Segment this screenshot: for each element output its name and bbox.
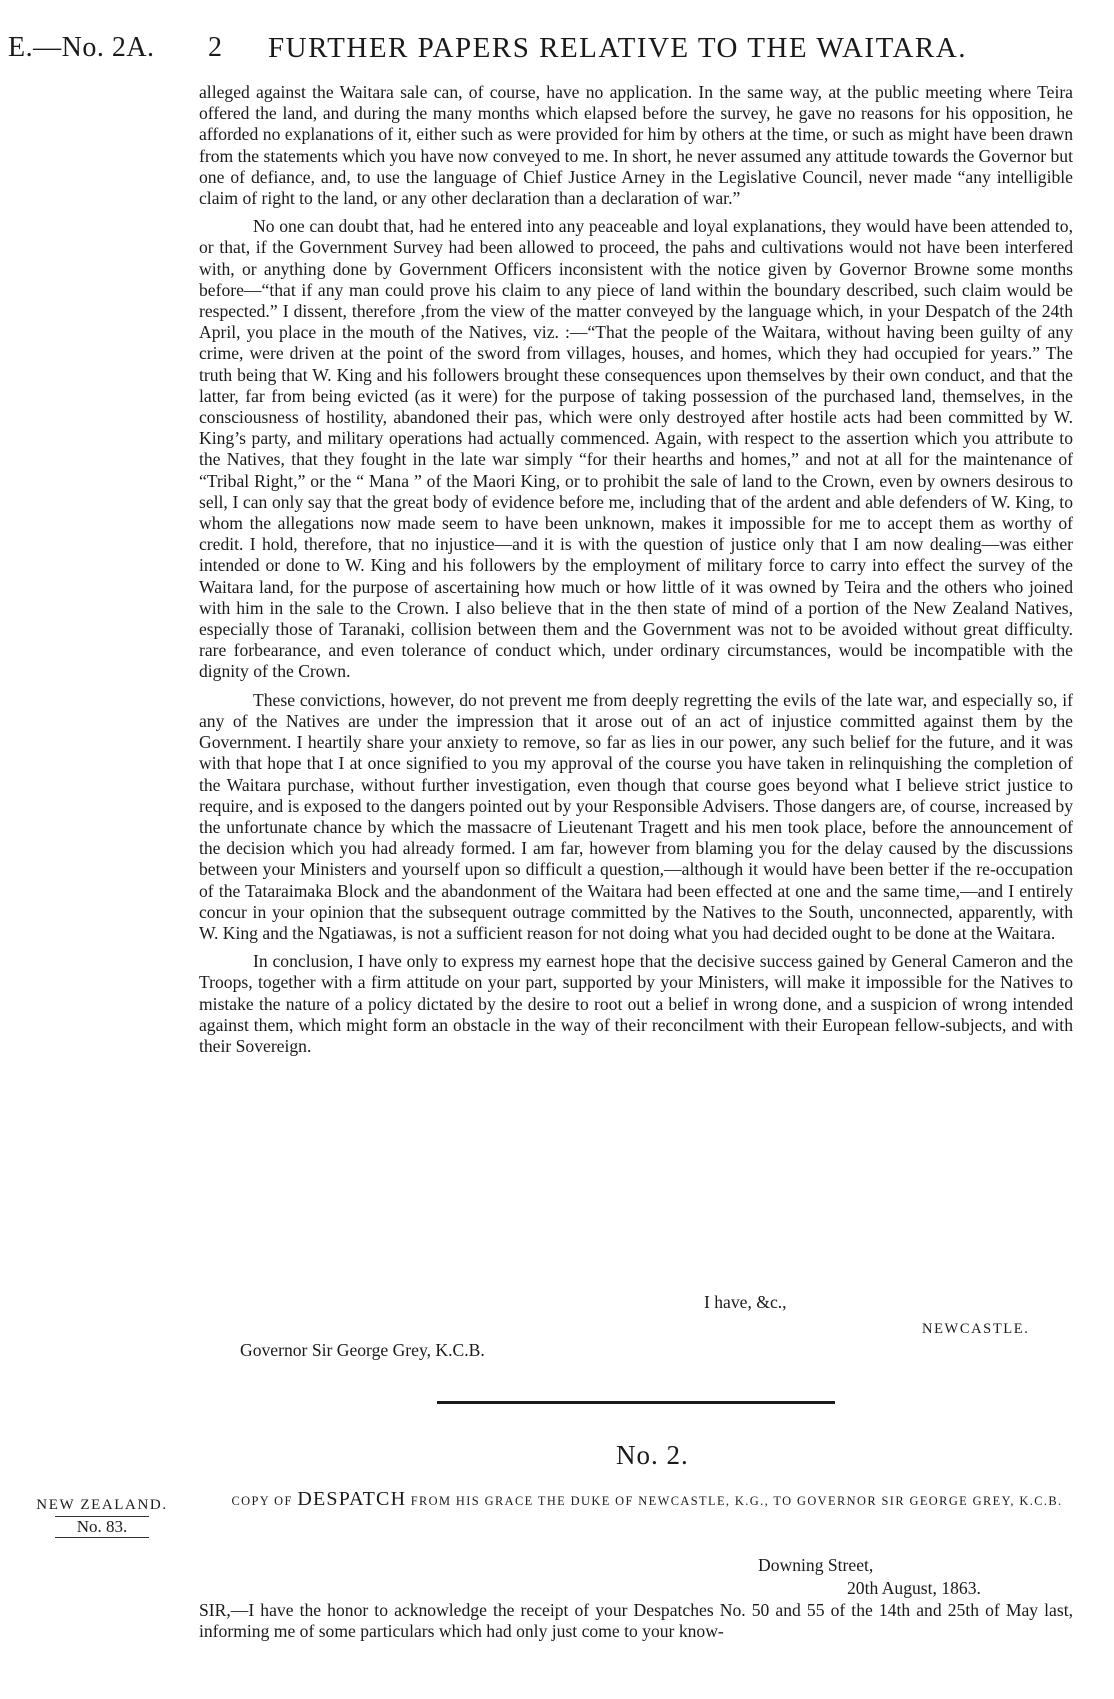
despatch-body: [199, 82, 1073, 1064]
page-header: [0, 28, 1114, 68]
heading-main: DESPATCH: [297, 1488, 407, 1510]
paragraph: alleged against the Waitara sale can, of course, have no application. In the same way, at the public meeting where Teira offered the land, and during the many months which elapsed before the survey, he gave no reasons for his opposition, he afforded no explanations of it, either such as were provided for him by others at the time, or such as might have been drawn from the statements which you have now conveyed to me. In short, he never assumed any attitude towards the Governor but one of defiance, and, to use the language of Chief Justice Arney in the Legislative Council, never made “any intelligible claim of right to the land, or any other declaration than a declaration of war.”: [199, 82, 1073, 209]
paragraph: These convictions, however, do not prevent me from deeply regretting the evils of the late war, and especially so, if any of the Natives are under the impression that it arose out of an act of injustice committed against them by the Government. I heartily share your anxiety to remove, so far as lies in our power, any such belief for the future, and it was with that hope that I at once signified to you my approval of the course you have taken in relinquishing the completion of the Waitara purchase, without further investigation, even though that course goes beyond what I believe strict justice to require, and is exposed to the dangers pointed out by your Responsible Advisers. Those dangers are, of course, increased by the unfortunate chance by which the massacre of Lieutenant Tragett and his men took place, before the announcement of the decision which you had already formed. I am far, however from blaming you for the delay caused by the discussions between your Ministers and yourself upon so difficult a question,—although it would have been better if the re-occupation of the Tataraimaka Block and the abandonment of the Waitara had been effected at one and the same time,—and I entirely concur in your opinion that the subsequent outrage committed by the Natives to the South, unconnected, apparently, with W. King and the Ngatiawas, is not a sufficient reason for not doing what you had decided ought to be done at the Waitara.: [199, 689, 1073, 943]
paragraph: In conclusion, I have only to express my earnest hope that the decisive success gained by General Cameron and the Troops, together with a firm attitude on your part, supported by your Ministers, will make it impossible for the Natives to mistake the nature of a policy dictated by the desire to root out a belief in wrong done, and a suspicion of wrong intended against them, which might form an obstacle in the way of their reconcilment with their European fellow-subjects, and with their Sovereign.: [199, 951, 1073, 1056]
despatch-heading: [216, 1489, 1078, 1511]
despatch-place: Downing Street,: [758, 1555, 874, 1575]
section-divider: [437, 1401, 835, 1404]
page-title: FURTHER PAPERS RELATIVE TO THE WAITARA.: [268, 32, 967, 64]
heading-rest: FROM HIS GRACE THE DUKE OF NEWCASTLE, K.G., TO GOVERNOR SIR GEORGE GREY, K.C.B.: [410, 1494, 1063, 1508]
opening-paragraph: SIR,—I have the honor to acknowledge the receipt of your Despatches No. 50 and 55 of the 14th and 25th of May last, informing me of some particulars which had only just come to your know-: [199, 1600, 1073, 1642]
valediction: I have, &c.,: [704, 1292, 787, 1312]
document-number: No. 2.: [616, 1440, 689, 1470]
margin-place: NEW ZEALAND.: [36, 1497, 168, 1513]
page-number: 2: [208, 32, 222, 63]
margin-number: No. 83.: [55, 1516, 150, 1538]
despatch-date: 20th August, 1863.: [847, 1578, 981, 1598]
paragraph: No one can doubt that, had he entered into any peaceable and loyal explanations, they would have been attended to, or that, if the Government Survey had been allowed to proceed, the pahs and cultivations would not have been interfered with, or anything done by Government Officers inconsistent with the notice given by Governor Browne some months before—“that if any man could prove his claim to any piece of land within the boundary described, such claim would be respected.” I dissent, therefore ,from the view of the matter conveyed by the language which, in your Despatch of the 24th April, you place in the mouth of the Natives, viz. :—“That the people of the Waitara, without having been guilty of any crime, were driven at the point of the sword from villages, houses, and homes, which they had occupied for years.” The truth being that W. King and his followers brought these consequences upon themselves by their own conduct, and that the latter, far from being evicted (as it were) for the purpose of taking possession of the purchased land, themselves, in the consciousness of hostility, abandoned their pas, which were only destroyed after hostile acts had been committed by W. King’s party, and military operations had actually commenced. Again, with respect to the assertion which you attribute to the Natives, that they fought in the late war simply “for their hearths and homes,” and not at all for the maintenance of “Tribal Right,” or the “ Mana ” of the Maori King, or to prohibit the sale of land to the Crown, even by owners desirous to sell, I can only say that the great body of evidence before me, including that of the ardent and able defenders of W. King, to whom the allegations now made seem to have been unknown, makes it impossible for me to accept them as worthy of credit. I hold, therefore, that no injustice—and it is with the question of justice only that I am now dealing—was either intended or done to W. King and his followers by the employment of military force to carry into effect the survey of the Waitara land, for the purpose of ascertaining how much or how little of it was owned by Teira and the others who joined with him in the sale to the Crown. I also believe that in the then state of mind of a portion of the New Zealand Natives, especially those of Taranaki, collision between them and the Government was not to be avoided without great difficulty. rare forbearance, and even tolerance of conduct which, under ordinary circumstances, would be incompatible with the dignity of the Crown.: [199, 216, 1073, 682]
addressee: Governor Sir George Grey, K.C.B.: [240, 1340, 485, 1360]
margin-note: [22, 1497, 182, 1538]
document-reference: E.—No. 2A.: [8, 32, 155, 63]
signatory: NEWCASTLE.: [922, 1321, 1030, 1337]
heading-prefix: COPY OF: [231, 1494, 293, 1508]
